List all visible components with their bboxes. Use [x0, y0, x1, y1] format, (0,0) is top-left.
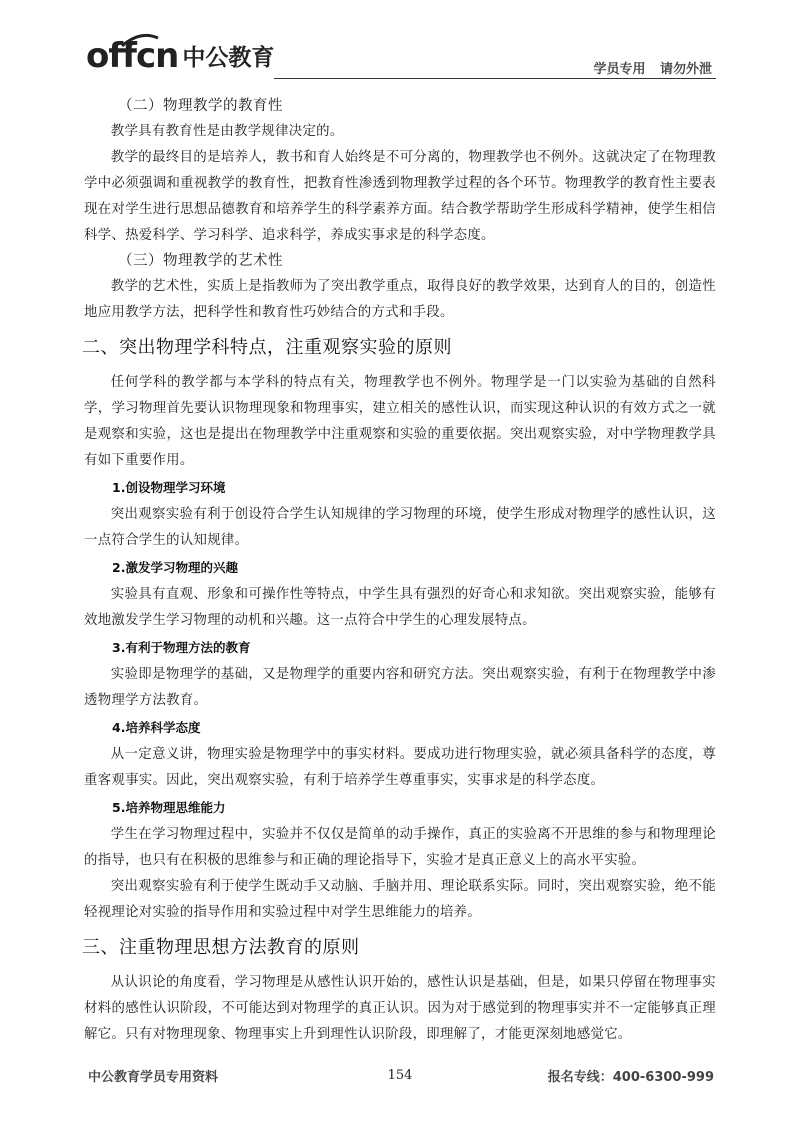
paragraph: 教学具有教育性是由教学规律决定的。 — [110, 124, 344, 139]
footer-label: 中公教育学员专用资料 — [88, 1070, 219, 1085]
point-heading: 5.培养物理思维能力 — [112, 800, 226, 815]
paragraph: 教学的最终目的是培养人，教书和育人始终是不可分离的，物理教学也不例外。这就决定了在物理教学中必须强调和重视教学的教育性，把教育性渗透到物理教学过程的各个环节。物理教学的教育性主要表现在对学生进行思想品德教育和培养学生的科学素养方面。结合教学帮助学生形成科学精神，使学生相信科学、热爱科学、学习科学、追求科学，养成实事求是的科学态度。 — [84, 150, 716, 243]
section-heading: 二、突出物理学科特点，注重观察实验的原则 — [82, 337, 452, 358]
point-heading: 4.培养科学态度 — [112, 720, 201, 735]
logo-chinese-name: 中公教育 — [182, 45, 275, 71]
page-footer — [84, 1066, 716, 1090]
paragraph: 实验即是物理学的基础，又是物理学的重要内容和研究方法。突出观察实验，有利于在物理教学中渗透物理学方法教育。 — [84, 667, 716, 708]
logo-arc-icon — [120, 32, 160, 48]
footer-hotline: 报名专线：400-6300-999 — [547, 1070, 714, 1085]
paragraph: 任何学科的教学都与本学科的特点有关，物理教学也不例外。物理学是一门以实验为基础的自然科学，学习物理首先要认识物理现象和物理事实，建立相关的感性认识，而实现这种认识的有效方式之一就是观察和实验，这也是提出在物理教学中注重观察和实验的重要依据。突出观察实验，对中学物理教学具有如下重要作用。 — [84, 375, 716, 468]
section-heading: 三、注重物理思想方法教育的原则 — [82, 937, 360, 958]
header-rule — [274, 78, 716, 79]
paragraph: 从一定意义讲，物理实验是物理学中的事实材料。要成功进行物理实验，就必须具备科学的态度，尊重客观事实。因此，突出观察实验，有利于培养学生尊重事实，实事求是的科学态度。 — [84, 747, 716, 788]
logo-wordmark: offcn — [86, 36, 179, 76]
point-heading: 2.激发学习物理的兴趣 — [112, 560, 238, 575]
paragraph: 从认识论的角度看，学习物理是从感性认识开始的，感性认识是基础，但是，如果只停留在物理事实材料的感性认识阶段，不可能达到对物理学的真正认识。因为对于感觉到的物理事实并不一定能够真正理解它。只有对物理现象、物理事实上升到理性认识阶段，即理解了，才能更深刻地感觉它。 — [84, 975, 716, 1042]
paragraph: 教学的艺术性，实质上是指教师为了突出教学重点，取得良好的教学效果，达到育人的目的，创造性地应用教学方法，把科学性和教育性巧妙结合的方式和手段。 — [84, 279, 716, 320]
page-body — [84, 94, 716, 1048]
point-heading: 3.有利于物理方法的教育 — [112, 640, 251, 655]
subsection-heading: （三）物理教学的艺术性 — [118, 253, 283, 269]
paragraph: 突出观察实验有利于创设符合学生认知规律的学习物理的环境，使学生形成对物理学的感性认识，这一点符合学生的认知规律。 — [84, 507, 716, 548]
paragraph: 实验具有直观、形象和可操作性等特点，中学生具有强烈的好奇心和求知欲。突出观察实验，能够有效地激发学生学习物理的动机和兴趣。这一点符合中学生的心理发展特点。 — [84, 587, 716, 628]
paragraph: 学生在学习物理过程中，实验并不仅仅是简单的动手操作，真正的实验离不开思维的参与和物理理论的指导，也只有在积极的思维参与和正确的理论指导下，实验才是真正意义上的高水平实验。 — [84, 827, 716, 868]
page-header — [86, 34, 716, 84]
page-number: 154 — [387, 1068, 413, 1083]
subsection-heading: （二）物理教学的教育性 — [118, 98, 283, 114]
point-heading: 1.创设物理学习环境 — [112, 480, 226, 495]
offcn-logo — [86, 38, 274, 74]
header-tagline: 学员专用 请勿外泄 — [593, 62, 712, 77]
paragraph: 突出观察实验有利于使学生既动手又动脑、手脑并用、理论联系实际。同时，突出观察实验，绝不能轻视理论对实验的指导作用和实验过程中对学生思维能力的培养。 — [84, 879, 716, 920]
